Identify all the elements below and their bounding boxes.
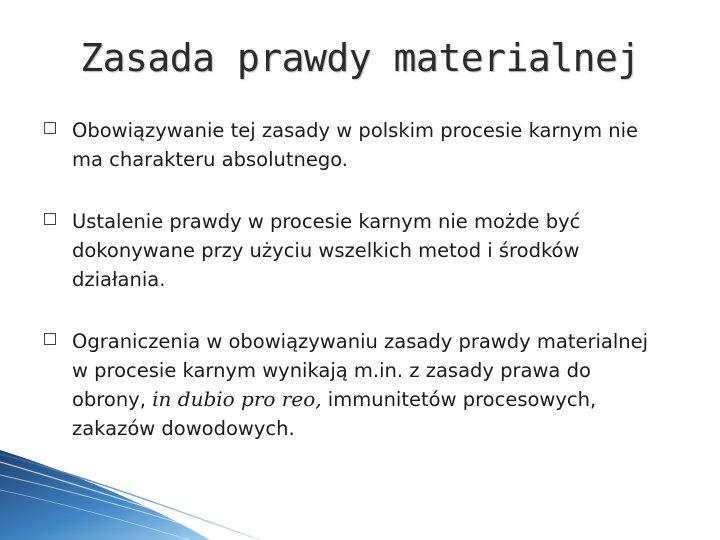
bullet-text: Ustalenie prawdy w procesie karnym nie możde być dokonywane przy użyciu wszelkich metod i środków działania. (72, 210, 581, 291)
bullet-item-1 (44, 116, 654, 174)
bullet-text: Obowiązywanie tej zasady w polskim procesie karnym nie ma charakteru absolutnego. (72, 119, 639, 171)
slide-title: Zasada prawdy materialnej (80, 36, 640, 80)
checkbox-square-icon (44, 213, 56, 225)
checkbox-square-icon (44, 333, 56, 345)
checkbox-square-icon (44, 122, 56, 134)
bullet-item-2 (44, 207, 654, 294)
corner-wave-decoration-icon (0, 450, 260, 540)
bullet-text-part: immunitetów procesowych, zakazów dowodowych. (72, 388, 597, 440)
bullet-text-part: Ograniczenia w obowiązywaniu zasady prawdy materialnej w procesie karnym wynikają m.in. z zasady prawa do obrony, (72, 330, 649, 411)
bullet-text (72, 330, 648, 440)
bullet-list (44, 116, 654, 443)
latin-maxim: in dubio pro reo, (152, 387, 322, 411)
bullet-item-3 (44, 327, 654, 443)
